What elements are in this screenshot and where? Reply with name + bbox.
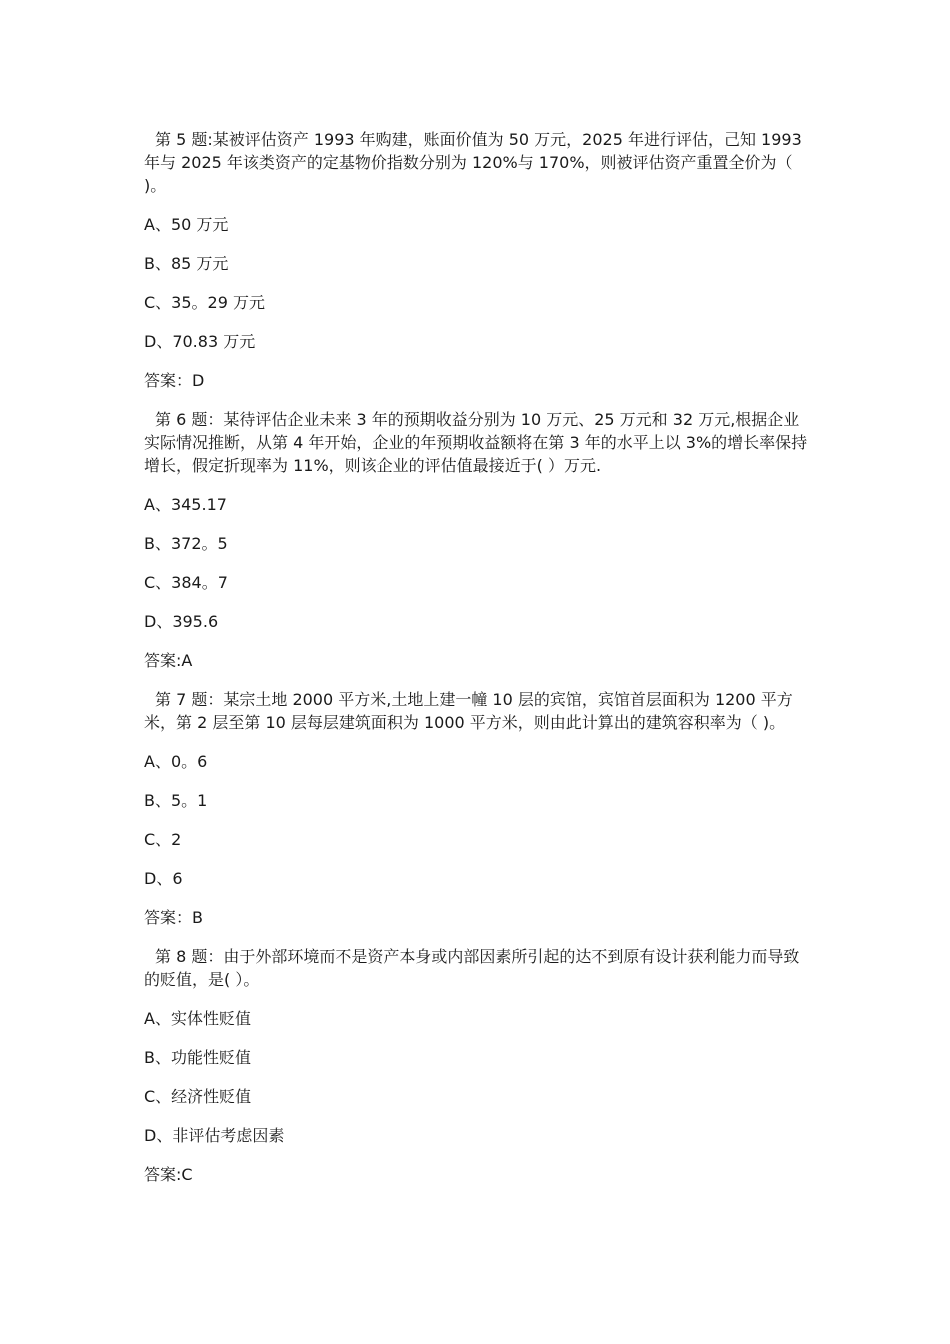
option-d: D、非评估考虑因素 <box>144 1126 285 1145</box>
answer-line: 答案:A <box>144 651 193 670</box>
question-stem: 第 5 题:某被评估资产 1993 年购建，账面价值为 50 万元，2025 年进行评估，己知 1993 年与 2025 年该类资产的定基物价指数分别为 120%与 170%，则被评估资产重置全价为（ )。 <box>144 130 802 195</box>
question-stem: 第 8 题：由于外部环境而不是资产本身或内部因素所引起的达不到原有设计获利能力而导致的贬值，是( ）。 <box>144 947 800 989</box>
question-stem: 第 6 题：某待评估企业未来 3 年的预期收益分别为 10 万元、25 万元和 32 万元,根据企业实际情况推断，从第 4 年开始，企业的年预期收益额将在第 3 年的水平上以 3%的增长率保持增长，假定折现率为 11%，则该企业的评估值最接近于( ）万元. <box>144 410 808 475</box>
option-d: D、395.6 <box>144 612 219 631</box>
question-list <box>144 128 810 1202</box>
question-stem: 第 7 题：某宗土地 2000 平方米,土地上建一幢 10 层的宾馆，宾馆首层面积为 1200 平方米，第 2 层至第 10 层每层建筑面积为 1000 平方米，则由此计算出的建筑容积率为（ )。 <box>144 690 793 732</box>
option-a: A、0。6 <box>144 752 208 771</box>
option-a: A、50 万元 <box>144 215 229 234</box>
option-d: D、70.83 万元 <box>144 332 256 351</box>
option-b: B、372。5 <box>144 534 228 553</box>
question-block-5 <box>144 128 810 392</box>
question-block-7 <box>144 688 810 929</box>
option-b: B、85 万元 <box>144 254 229 273</box>
option-c: C、384。7 <box>144 573 228 592</box>
answer-line: 答案:C <box>144 1165 193 1184</box>
option-c: C、2 <box>144 830 182 849</box>
answer-line: 答案：B <box>144 908 203 927</box>
option-b: B、5。1 <box>144 791 208 810</box>
option-d: D、6 <box>144 869 183 888</box>
option-a: A、345.17 <box>144 495 227 514</box>
question-block-8 <box>144 945 810 1186</box>
option-a: A、实体性贬值 <box>144 1009 251 1028</box>
answer-line: 答案：D <box>144 371 205 390</box>
option-c: C、经济性贬值 <box>144 1087 252 1106</box>
option-b: B、功能性贬值 <box>144 1048 251 1067</box>
option-c: C、35。29 万元 <box>144 293 265 312</box>
question-block-6 <box>144 408 810 672</box>
